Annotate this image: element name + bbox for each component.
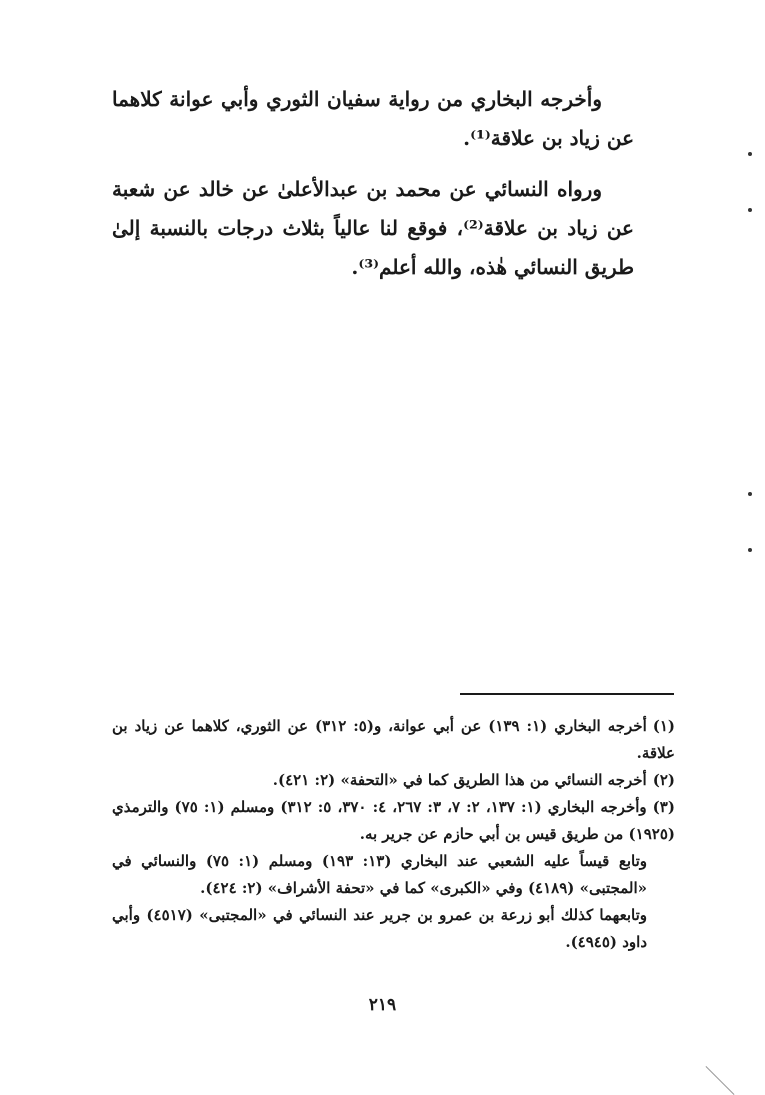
footnote-number: (٢) — [652, 771, 675, 789]
paragraph-1: وأخرجه البخاري من رواية سفيان الثوري وأبي عوانة كلاهما عن زياد بن علاقة⁽¹⁾. — [112, 87, 634, 150]
footnote-3 — [112, 794, 675, 848]
footnote-text: أخرجه النسائي من هذا الطريق كما في «التحفة» (٢: ٤٢١). — [272, 771, 647, 789]
scan-speck — [748, 548, 752, 552]
footnote-divider — [460, 693, 674, 695]
footnote-3-continuation-1: وتابع قيساً عليه الشعبي عند البخاري (١٣: ١٩٣) ومسلم (١: ٧٥) والنسائي في «المجتبى» (٤١٨٩) وفي «الكبرى» كما في «تحفة الأشراف» (٢: ٤٢٤). — [112, 852, 647, 897]
footnote-3-continuation-2: وتابعهما كذلك أبو زرعة بن عمرو بن جرير عند النسائي في «المجتبى» (٤٥١٧) وأبي داود (٤٩٤٥). — [112, 906, 647, 951]
scan-scratch — [706, 1066, 735, 1095]
footnote-2 — [112, 767, 675, 794]
footnotes — [112, 713, 675, 956]
paragraph-2: ورواه النسائي عن محمد بن عبدالأعلىٰ عن خالد عن شعبة عن زياد بن علاقة⁽²⁾، فوقع لنا عالياً بثلاث درجات بالنسبة إلىٰ طريق النسائي هٰذه، والله أعلم⁽³⁾. — [112, 177, 634, 279]
main-text — [112, 80, 634, 287]
footnote-number: (٣) — [652, 798, 675, 816]
footnote-number: (١) — [652, 717, 676, 735]
page-number: ٢١٩ — [368, 995, 397, 1015]
scan-speck — [748, 152, 752, 156]
footnote-text: أخرجه البخاري (١: ١٣٩) عن أبي عوانة، و(٥: ٣١٢) عن الثوري، كلاهما عن زياد بن علاقة. — [112, 717, 675, 762]
scan-speck — [748, 208, 752, 212]
scan-speck — [748, 492, 752, 496]
footnote-1 — [112, 713, 675, 767]
footnote-text: وأخرجه البخاري (١: ١٣٧، ٢: ٧، ٣: ٢٦٧، ٤: ٣٧٠، ٥: ٣١٢) ومسلم (١: ٧٥) والترمذي (١٩٢٥) من طريق قيس بن أبي حازم عن جرير به. — [112, 798, 675, 843]
